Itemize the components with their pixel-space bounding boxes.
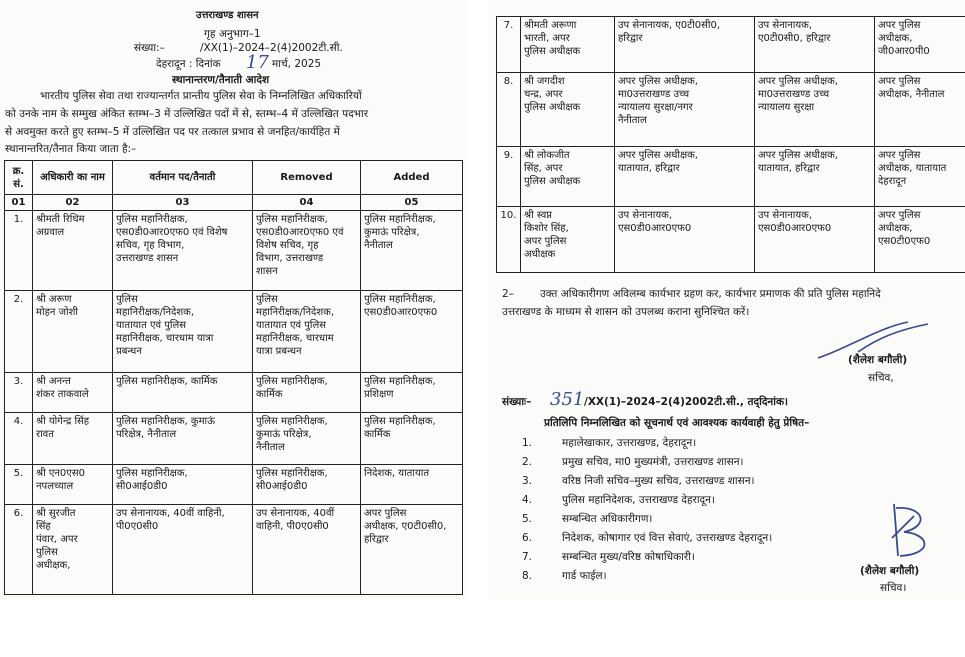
copy-item: महालेखाकार, उत्तराखण्ड, देहरादून। [562, 437, 697, 449]
added-post: पुलिस महानिरीक्षक, कुमाऊं परिक्षेत्र, नैनीताल [361, 211, 463, 291]
transfer-table-part2 [496, 16, 965, 273]
current-post: उप सेनानायक, ए0टी0सी0, हरिद्वार [615, 17, 755, 73]
department-heading: उत्तराखण्ड शासन [196, 10, 259, 21]
removed-post: अपर पुलिस अधीक्षक, यातायात, हरिद्वार [755, 147, 875, 207]
row-number: 2. [5, 291, 33, 373]
document-page-right [488, 0, 965, 600]
officer-name: श्रीमती अरूणा भारती, अपर पुलिस अधीक्षक [521, 17, 615, 73]
transfer-table-part1 [4, 160, 463, 595]
copy-item-number: 8. [522, 570, 533, 582]
removed-post: उप सेनानायक, ए0टी0सी0, हरिद्वार [755, 17, 875, 73]
copy-heading: प्रतिलिपि निम्नलिखित को सूचनार्थ एवं आवश्यक कार्यवाही हेतु प्रेषित– [544, 417, 810, 429]
row-number: 3. [5, 373, 33, 413]
added-post: पुलिस महानिरीक्षक, एस0डी0आर0एफ0 [361, 291, 463, 373]
officer-name: श्री जगदीश चन्द्र, अपर पुलिस अधीक्षक [521, 73, 615, 147]
column-number: 03 [113, 195, 253, 211]
removed-post: उप सेनानायक, 40वीं वाहिनी, पी0ए0सी0 [253, 505, 361, 595]
removed-post: पुलिस महानिरीक्षक, सी0आई0डी0 [253, 465, 361, 505]
signatory2-designation: सचिव। [880, 582, 907, 594]
copy-item-number: 7. [522, 551, 533, 563]
row-number: 10. [497, 207, 521, 273]
column-header: Removed [253, 161, 361, 195]
column-number: 01 [5, 195, 33, 211]
copy-item: सम्बन्धित मुख्य/वरिष्ठ कोषाधिकारी। [562, 551, 695, 563]
intro-line: स्थानान्तरित/तैनात किया जाता है:– [5, 143, 137, 155]
table-row [497, 17, 965, 73]
column-number: 05 [361, 195, 463, 211]
column-number: 04 [253, 195, 361, 211]
copy-item-number: 3. [522, 475, 533, 487]
copy-item: पुलिस महानिदेशक, उत्तराखण्ड देहरादून। [562, 494, 715, 506]
para2-line: उक्त अधिकारीगण अविलम्ब कार्यभार ग्रहण कर, कार्यभार प्रमाणक की प्रति पुलिस महानिदे [540, 288, 881, 300]
column-number: 02 [33, 195, 113, 211]
row-number: 7. [497, 17, 521, 73]
para2-line: उत्तराखण्ड के माध्यम से शासन को उपलब्ध कराना सुनिश्चित करें। [502, 306, 750, 318]
order-title: स्थानान्तरण/तैनाती आदेश [172, 74, 270, 86]
column-header: अधिकारी का नाम [33, 161, 113, 195]
order-date-day: 17 [246, 52, 269, 73]
added-post: अपर पुलिस अधीक्षक, यातायात देहरादून [875, 147, 965, 207]
copy-item-number: 6. [522, 532, 533, 544]
row-number: 5. [5, 465, 33, 505]
table-row [5, 373, 463, 413]
column-header: वर्तमान पद/तैनाती [113, 161, 253, 195]
officer-name: श्री स्वप्न किशोर सिंह, अपर पुलिस अधीक्षक [521, 207, 615, 273]
table-row [5, 211, 463, 291]
removed-post: पुलिस महानिरीक्षक/निदेशक, यातायात एवं पुलिस महानिरीक्षक, चारधाम यात्रा प्रबन्धन [253, 291, 361, 373]
row-number: 1. [5, 211, 33, 291]
para2-number: 2– [502, 288, 514, 300]
copy-number-handwritten: 351 [550, 389, 585, 410]
row-number: 8. [497, 73, 521, 147]
added-post: पुलिस महानिरीक्षक, कार्मिक [361, 413, 463, 465]
copy-item-number: 2. [522, 456, 533, 468]
copy-item: वरिष्ठ निजी सचिव–मुख्य सचिव, उत्तराखण्ड शासन। [562, 475, 755, 487]
officer-name: श्री योगेन्द्र सिंह रावत [33, 413, 113, 465]
officer-name: श्री अरूण मोहन जोशी [33, 291, 113, 373]
current-post: पुलिस महानिरीक्षक, एस0डी0आर0एफ0 एवं विशेष सचिव, गृह विभाग, उत्तराखण्ड शासन [113, 211, 253, 291]
officer-name: श्री एन0एस0 नपलच्याल [33, 465, 113, 505]
row-number: 6. [5, 505, 33, 595]
removed-post: पुलिस महानिरीक्षक, एस0डी0आर0एफ0 एवं विशेष सचिव, गृह विभाग, उत्तराखण्ड शासन [253, 211, 361, 291]
current-post: पुलिस महानिरीक्षक, कुमाऊं परिक्षेत्र, नैनीताल [113, 413, 253, 465]
intro-line: को उनके नाम के सम्मुख अंकित स्तम्भ–3 में उल्लिखित पदों में से, स्तम्भ–4 में उल्लिखित पदभार [5, 108, 369, 120]
current-post: पुलिस महानिरीक्षक/निदेशक, यातायात एवं पुलिस महानिरीक्षक, चारधाम यात्रा प्रबन्धन [113, 291, 253, 373]
copy-number-label: संख्याः– [502, 396, 532, 408]
table-row [5, 505, 463, 595]
removed-post: उप सेनानायक, एस0डी0आर0एफ0 [755, 207, 875, 273]
copy-number-value: /XX(1)–2024–2(4)2002टी.सी., तद्‌दिनांक। [584, 396, 788, 408]
officer-name: श्री अनन्त शंकर ताकवाले [33, 373, 113, 413]
added-post: अपर पुलिस अधीक्षक, जी0आर0पी0 [875, 17, 965, 73]
column-header: क्र. सं. [5, 161, 33, 195]
column-header: Added [361, 161, 463, 195]
section-heading: गृह अनुभाग–1 [204, 28, 261, 40]
added-post: पुलिस महानिरीक्षक, प्रशिक्षण [361, 373, 463, 413]
officer-name: श्री लोकजीत सिंह, अपर पुलिस अधीक्षक [521, 147, 615, 207]
current-post: पुलिस महानिरीक्षक, कार्मिक [113, 373, 253, 413]
document-page-left [0, 0, 468, 600]
signatory1-name: (शैलेश बगौली) [848, 354, 908, 366]
table-row [5, 465, 463, 505]
current-post: पुलिस महानिरीक्षक, सी0आई0डी0 [113, 465, 253, 505]
signatory2-name: (शैलेश बगौली) [860, 565, 920, 577]
copy-item: सम्बन्धित अधिकारीगण। [562, 513, 653, 525]
table-row [5, 291, 463, 373]
intro-line: भारतीय पुलिस सेवा तथा राज्यान्तर्गत प्रान्तीय पुलिस सेवा के निम्नलिखित अधिकारियों [40, 90, 362, 102]
row-number: 4. [5, 413, 33, 465]
order-date-month: मार्च, 2025 [272, 58, 322, 70]
copy-item: गार्ड फाईल। [562, 570, 607, 582]
removed-post: अपर पुलिस अधीक्षक, मा0उत्तराखण्ड उच्च न्यायालय सुरक्षा [755, 73, 875, 147]
removed-post: पुलिस महानिरीक्षक, कुमाऊं परिक्षेत्र, नैनीताल [253, 413, 361, 465]
copy-item: निदेशक, कोषागार एवं वित्त सेवाएं, उत्तराखण्ड देहरादून। [562, 532, 773, 544]
row-number: 9. [497, 147, 521, 207]
signature-2 [884, 498, 940, 564]
officer-name: श्री सुरजीत सिंह पंवार, अपर पुलिस अधीक्षक, [33, 505, 113, 595]
copy-item-number: 5. [522, 513, 533, 525]
current-post: उप सेनानायक, 40वीं वाहिनी, पी0ए0सी0 [113, 505, 253, 595]
order-date-label: देहरादून : दिनांक [156, 58, 221, 70]
table-row [497, 147, 965, 207]
table-row [497, 207, 965, 273]
intro-line: से अवमुक्त करते हुए स्तम्भ–5 में उल्लिखित पद पर तत्काल प्रभाव से जनहित/कार्यहित में [5, 126, 340, 138]
added-post: निदेशक, यातायात [361, 465, 463, 505]
table-row [5, 413, 463, 465]
table-row [497, 73, 965, 147]
added-post: अपर पुलिस अधीक्षक, एस0टी0एफ0 [875, 207, 965, 273]
current-post: अपर पुलिस अधीक्षक, यातायात, हरिद्वार [615, 147, 755, 207]
copy-item-number: 4. [522, 494, 533, 506]
current-post: उप सेनानायक, एस0डी0आर0एफ0 [615, 207, 755, 273]
signatory1-designation: सचिव, [868, 372, 894, 384]
current-post: अपर पुलिस अधीक्षक, मा0उत्तराखण्ड उच्च न्यायालय सुरक्षा/नगर नैनीताल [615, 73, 755, 147]
removed-post: पुलिस महानिरीक्षक, कार्मिक [253, 373, 361, 413]
order-number-label: संख्या:– [134, 42, 165, 54]
officer-name: श्रीमती रिधिम अग्रवाल [33, 211, 113, 291]
copy-item: प्रमुख सचिव, मा0 मुख्यमंत्री, उत्तराखण्ड शासन। [562, 456, 744, 468]
added-post: अपर पुलिस अधीक्षक, ए0टी0सी0, हरिद्वार [361, 505, 463, 595]
order-number-value: /XX(1)–2024–2(4)2002टी.सी. [200, 42, 343, 54]
copy-item-number: 1. [522, 437, 533, 449]
added-post: अपर पुलिस अधीक्षक, नैनीताल [875, 73, 965, 147]
